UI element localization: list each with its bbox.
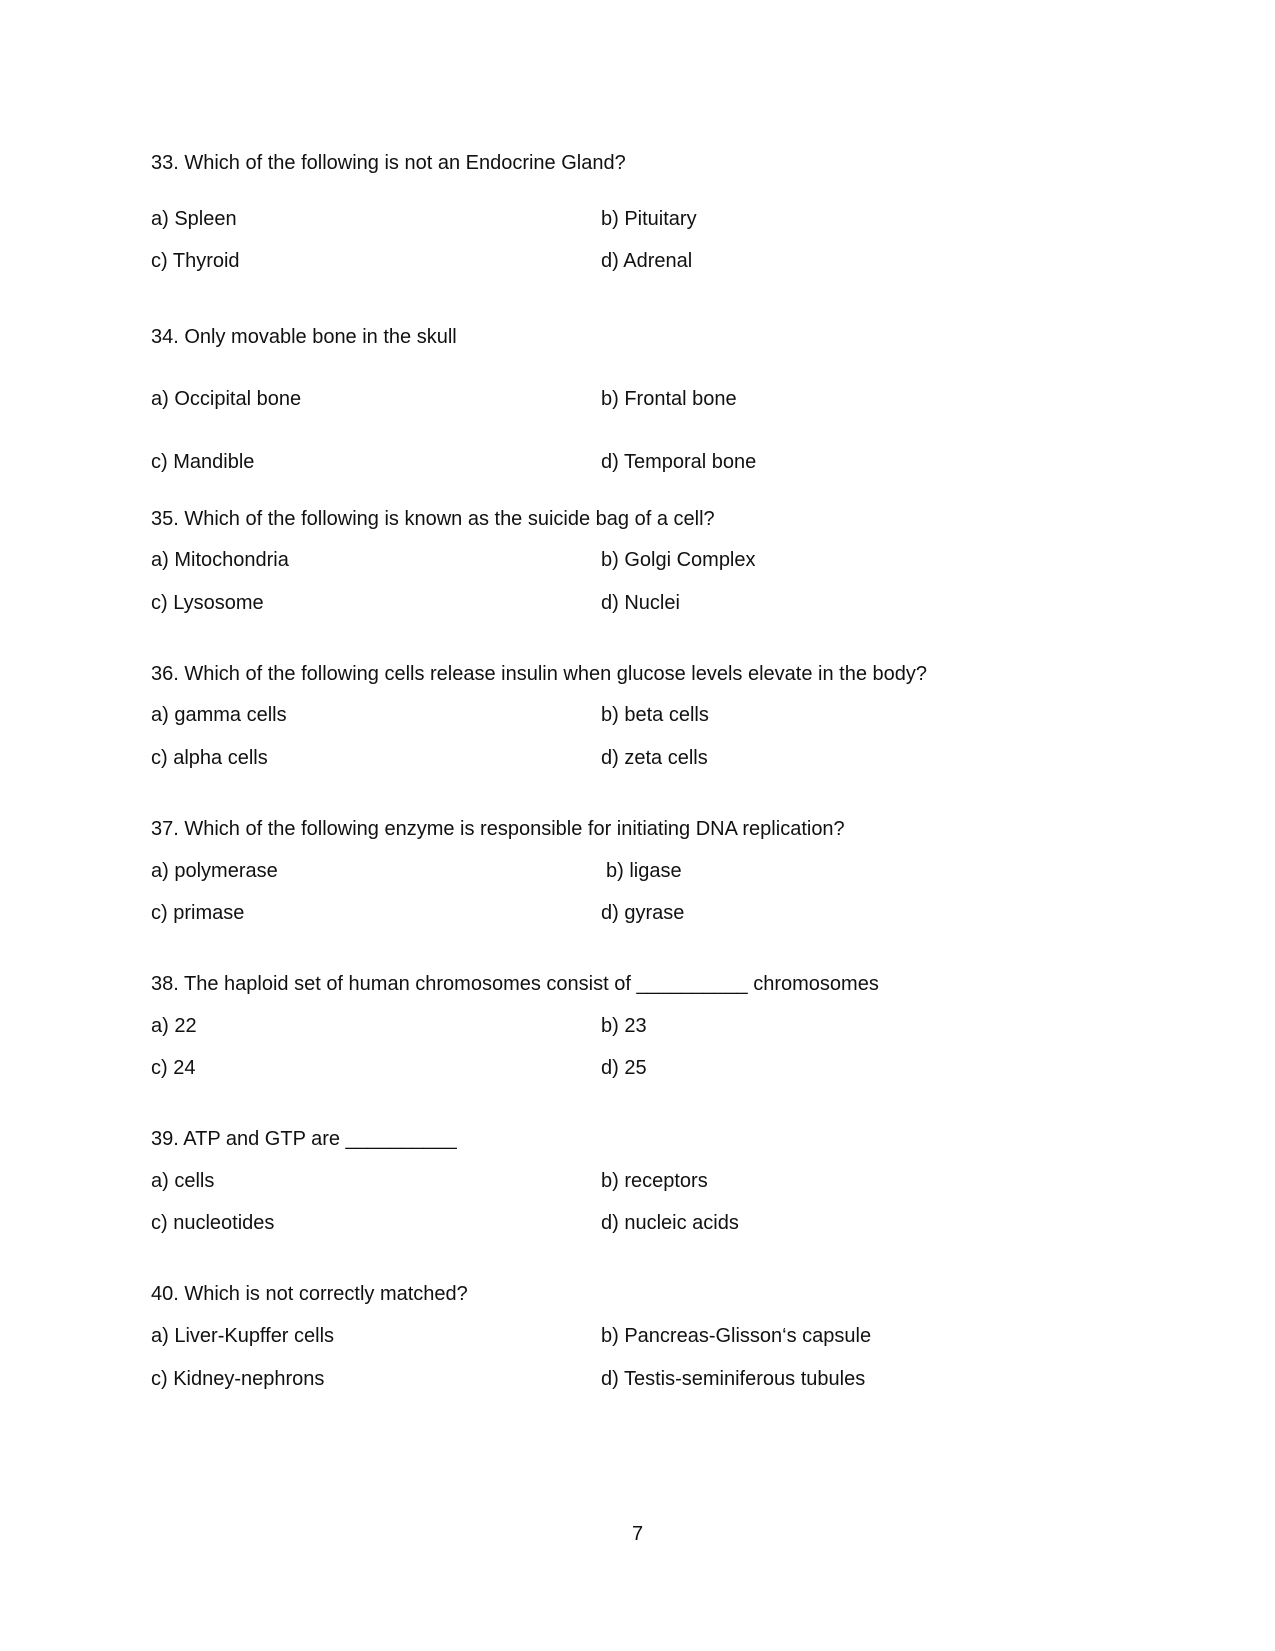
option-d: d) 25 (601, 1057, 647, 1079)
option-a: a) Mitochondria (151, 549, 289, 571)
question-text: 38. The haploid set of human chromosomes consist of __________ chromosomes (151, 973, 879, 995)
option-c: c) Thyroid (151, 250, 240, 272)
option-d: d) Temporal bone (601, 451, 757, 473)
option-c: c) primase (151, 902, 245, 924)
option-b: b) Frontal bone (601, 388, 737, 410)
question-text: 35. Which of the following is known as the suicide bag of a cell? (151, 508, 715, 530)
option-b: b) 23 (601, 1015, 647, 1037)
option-a: a) Liver-Kupffer cells (151, 1325, 335, 1347)
option-d: d) Nuclei (601, 592, 680, 614)
option-c: c) Kidney-nephrons (151, 1368, 325, 1390)
option-b: b) receptors (601, 1170, 708, 1192)
question-text: 33. Which of the following is not an Endocrine Gland? (151, 152, 626, 174)
option-a: a) polymerase (151, 860, 278, 882)
option-b: b) Golgi Complex (601, 549, 756, 571)
option-a: a) Occipital bone (151, 388, 302, 410)
option-a: a) Spleen (151, 208, 237, 230)
option-c: c) 24 (151, 1057, 196, 1079)
option-c: c) alpha cells (151, 747, 268, 769)
option-d: d) Adrenal (601, 250, 693, 272)
question-text: 40. Which is not correctly matched? (151, 1283, 468, 1305)
page-number: 7 (632, 1523, 644, 1545)
question-text: 36. Which of the following cells release insulin when glucose levels elevate in the body? (151, 663, 928, 685)
option-d: d) Testis-seminiferous tubules (601, 1368, 866, 1390)
option-c: c) Mandible (151, 451, 255, 473)
option-b: b) beta cells (601, 704, 709, 726)
question-text: 39. ATP and GTP are __________ (151, 1128, 457, 1150)
option-b: b) Pancreas-Glisson‘s capsule (601, 1325, 872, 1347)
option-d: d) zeta cells (601, 747, 708, 769)
option-a: a) 22 (151, 1015, 197, 1037)
option-c: c) Lysosome (151, 592, 264, 614)
option-a: a) gamma cells (151, 704, 287, 726)
option-b: b) ligase (606, 860, 682, 882)
question-text: 37. Which of the following enzyme is responsible for initiating DNA replication? (151, 818, 845, 840)
option-b: b) Pituitary (601, 208, 697, 230)
option-c: c) nucleotides (151, 1212, 275, 1234)
option-d: d) nucleic acids (601, 1212, 739, 1234)
question-text: 34. Only movable bone in the skull (151, 326, 457, 348)
option-d: d) gyrase (601, 902, 685, 924)
option-a: a) cells (151, 1170, 215, 1192)
